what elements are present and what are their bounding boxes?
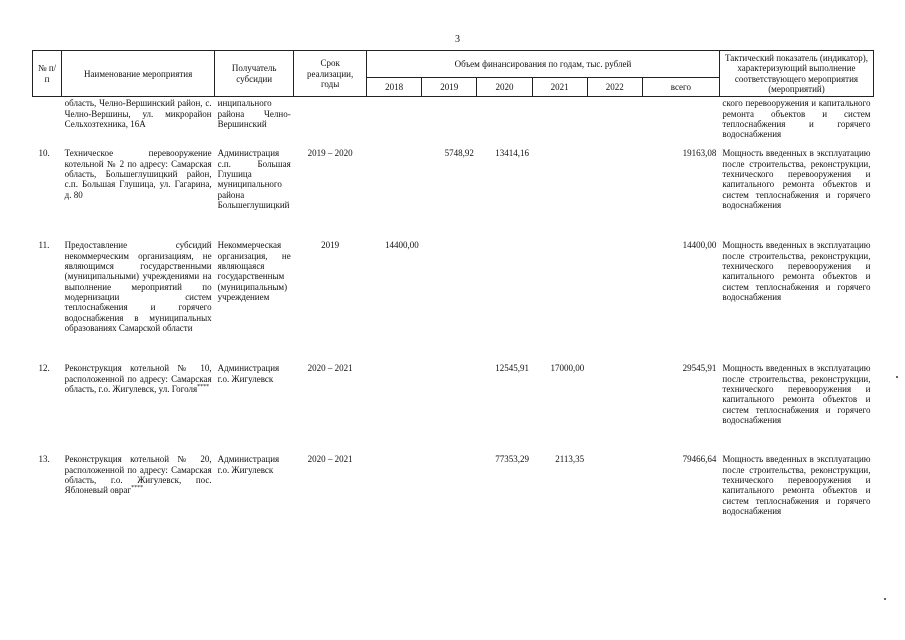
row-2021: [532, 143, 587, 235]
header-financing: Объем финансирования по годам, тыс. рублей: [367, 51, 720, 78]
header-year-2021: 2021: [532, 78, 587, 97]
row-term: 2019 – 2020: [307, 148, 353, 159]
row-total: 79466,64: [682, 454, 717, 465]
row-indicator: Мощность введенных в эксплуатацию после строительства, реконструкции, технического перевооружения и капитального ремонта объектов и систем теплоснабжения и горячего водоснабжения: [722, 363, 871, 426]
financing-table-container: [32, 50, 874, 590]
row-indicator: Мощность введенных в эксплуатацию после строительства, реконструкции, технического перевооружения и капитального ремонта объектов и систем теплоснабжения и горячего водоснабжения: [722, 454, 871, 517]
row-total: 14400,00: [682, 240, 717, 251]
row-num: 12.: [38, 363, 50, 374]
row-name-text: Реконструкция котельной № 10, расположенной по адресу: Самарская область, г.о. Жигулевск, ул. Гоголя: [64, 363, 212, 395]
row-2018: 14400,00: [384, 240, 419, 251]
row-2019: 5748,92: [444, 148, 474, 159]
row-2019: [422, 235, 477, 351]
row-indicator: Мощность введенных в эксплуатацию после строительства, реконструкции, технического перевооружения и капитального ремонта объектов и систем теплоснабжения и горячего водоснабжения: [722, 240, 871, 303]
table-row: [33, 235, 874, 351]
header-indicator: Тактический показатель (индикатор), характеризующий выполнение соответствующего мероприятия (мероприятий): [719, 51, 873, 97]
header-term: Срок реализации, годы: [294, 51, 367, 97]
header-year-2018: 2018: [367, 78, 422, 97]
header-row: [33, 51, 874, 78]
row-2020: [477, 235, 532, 351]
row-recipient: Администрация г.о. Жигулевск: [217, 454, 280, 475]
row-2019: [422, 442, 477, 535]
table-row: [33, 442, 874, 535]
row-2019: [422, 351, 477, 442]
financing-table: [32, 50, 874, 535]
row-2022: [587, 235, 642, 351]
row-2021: 2113,35: [555, 454, 585, 465]
header-name: Наименование мероприятия: [62, 51, 215, 97]
row-recipient: Некоммерческая организация, не являющаяся государственным (муниципальным) учреждением: [217, 240, 291, 303]
header-recipient: Получатель субсидии: [215, 51, 294, 97]
header-year-2020: 2020: [477, 78, 532, 97]
row-num: 10.: [38, 148, 50, 159]
row-2021: [532, 235, 587, 351]
row-total: 19163,08: [682, 148, 717, 159]
row-num: 13.: [38, 454, 50, 465]
row-term: 2020 – 2021: [307, 454, 353, 465]
row-2018: [367, 442, 422, 535]
header-num: № п/п: [33, 51, 62, 97]
row-2022: [587, 351, 642, 442]
row-term: [294, 97, 367, 144]
row-recipient: Администрация г.о. Жигулевск: [217, 363, 280, 384]
row-name: Предоставление субсидий некоммерческим организациям, не являющимся государственными (муниципальными) учреждениями на выполнение мероприятий по модернизации систем теплоснабжения и горячего водоснабжения в муниципальных образованиях Самарской области: [64, 240, 212, 334]
row-2020: 12545,91: [495, 363, 530, 374]
row-total: [642, 97, 719, 144]
row-2020: [477, 97, 532, 144]
row-num: 11.: [38, 240, 50, 251]
row-2019: [422, 97, 477, 144]
row-name: Техническое перевооружение котельной № 2 по адресу: Самарская область, Большеглушицкий район, с.п. Большая Глушица, ул. Гагарина, д. 80: [64, 148, 212, 200]
table-row: [33, 97, 874, 144]
table-row: [33, 351, 874, 442]
row-2018: [367, 97, 422, 144]
row-indicator: ского перевооружения и капитального ремонта объектов и систем теплоснабжения и горячего водоснабжения: [722, 98, 871, 140]
row-2020: 13414,16: [495, 148, 530, 159]
scan-speck: [884, 598, 886, 600]
row-indicator: Мощность введенных в эксплуатацию после строительства, реконструкции, технического перевооружения и капитального ремонта объектов и систем теплоснабжения и горячего водоснабжения: [722, 148, 871, 211]
scan-speck: [896, 376, 898, 378]
row-name: [62, 351, 215, 442]
row-name: [62, 442, 215, 535]
footnote-mark: ****: [197, 384, 210, 391]
page-number: 3: [455, 34, 460, 45]
row-term: 2019: [321, 240, 340, 251]
row-2021: 17000,00: [550, 363, 585, 374]
row-total: 29545,91: [682, 363, 717, 374]
row-2018: [367, 351, 422, 442]
row-2022: [587, 143, 642, 235]
row-recipient: инципального района Челно-Вершинский: [217, 98, 291, 130]
header-total: всего: [642, 78, 719, 97]
row-2020: 77353,29: [495, 454, 530, 465]
footnote-mark: ****: [131, 485, 144, 492]
row-name-text: Реконструкция котельной № 20, расположенной по адресу: Самарская область, г.о. Жигулевск, пос. Яблоневый овраг: [64, 454, 212, 496]
header-year-2022: 2022: [587, 78, 642, 97]
row-2022: [587, 97, 642, 144]
row-2018: [367, 143, 422, 235]
header-year-2019: 2019: [422, 78, 477, 97]
row-name: область, Челно-Вершинский район, с. Челно-Вершины, ул. микрорайон Сельхозтехника, 16А: [64, 98, 212, 130]
row-2022: [587, 442, 642, 535]
row-num: [33, 97, 62, 144]
table-row: [33, 143, 874, 235]
row-recipient: Администрация с.п. Большая Глушица муниципального района Большеглушицкий: [217, 148, 291, 211]
row-2021: [532, 97, 587, 144]
row-term: 2020 – 2021: [307, 363, 353, 374]
